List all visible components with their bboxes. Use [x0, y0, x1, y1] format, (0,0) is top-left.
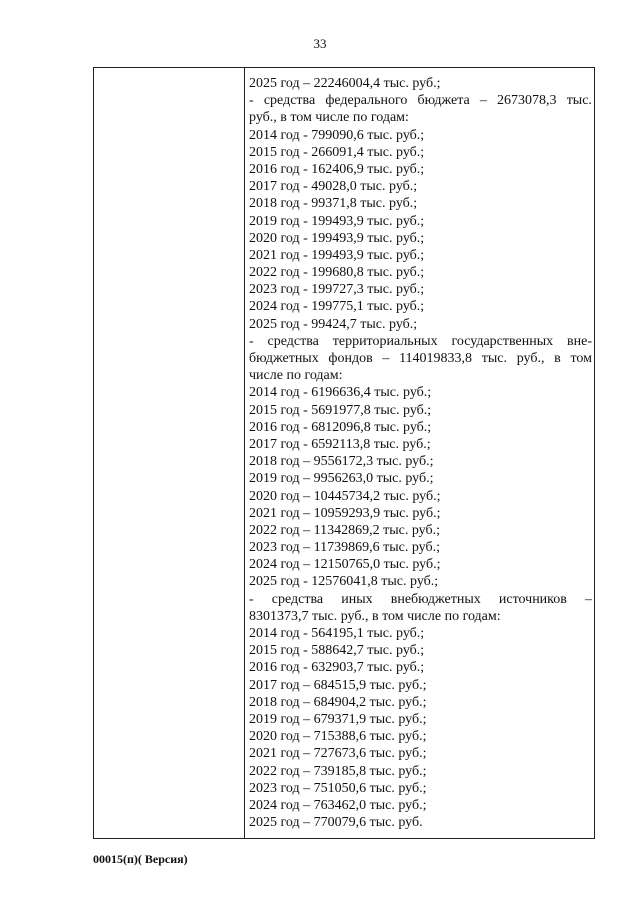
column-divider [244, 68, 245, 838]
word: средства [263, 93, 316, 109]
text-line: 2019 год – 9956263,0 тыс. руб.; [249, 471, 434, 487]
word: внебюджетных [390, 591, 481, 607]
text-line: 2025 год – 770079,6 тыс. руб. [249, 815, 423, 831]
text-line: 2024 год – 12150765,0 тыс. руб.; [249, 557, 441, 573]
word: иных [341, 591, 373, 607]
text-line: 2022 год – 11342869,2 тыс. руб.; [249, 522, 440, 538]
text-line: числе по годам: [249, 368, 343, 384]
word: в [554, 351, 561, 366]
justified-text-line [249, 333, 592, 350]
text-line: 2015 год - 588642,7 тыс. руб.; [249, 643, 425, 659]
text-line: 2020 год - 199493,9 тыс. руб.; [249, 230, 425, 246]
word: 114019833,8 [399, 351, 473, 366]
text-line: 2023 год – 11739869,6 тыс. руб.; [249, 540, 440, 556]
word: том [570, 351, 592, 366]
word: 2673078,3 [497, 93, 557, 109]
word: - [249, 93, 254, 109]
text-line: 2019 год – 679371,9 тыс. руб.; [249, 711, 427, 727]
word: – [585, 591, 592, 607]
word: - [249, 591, 254, 607]
text-line: 2019 год - 199493,9 тыс. руб.; [249, 213, 425, 229]
text-line: 8301373,7 тыс. руб., в том числе по годам: [249, 608, 501, 624]
text-line: 2017 год – 684515,9 тыс. руб.; [249, 677, 427, 693]
word: - [249, 333, 254, 349]
word: вне- [567, 333, 592, 349]
text-line: 2022 год – 739185,8 тыс. руб.; [249, 763, 427, 779]
text-line: 2016 год - 162406,9 тыс. руб.; [249, 161, 425, 177]
text-line: 2016 год - 632903,7 тыс. руб.; [249, 660, 425, 676]
document-footer: 00015(п)( Версия) [93, 852, 188, 866]
text-line: 2023 год - 199727,3 тыс. руб.; [249, 282, 425, 298]
word: фондов [328, 351, 373, 366]
justified-text-line [249, 350, 592, 367]
word: источников [498, 591, 567, 607]
word: федерального [325, 93, 408, 109]
text-line: 2025 год - 12576041,8 тыс. руб.; [249, 574, 439, 590]
text-line: 2014 год - 6196636,4 тыс. руб.; [249, 385, 432, 401]
text-line: 2017 год - 6592113,8 тыс. руб.; [249, 436, 431, 452]
word: тыс. [481, 351, 507, 366]
word: – [382, 351, 390, 366]
text-line: 2020 год – 715388,6 тыс. руб.; [249, 729, 427, 745]
text-line: 2016 год - 6812096,8 тыс. руб.; [249, 419, 432, 435]
text-line: 2018 год – 684904,2 тыс. руб.; [249, 694, 427, 710]
text-line: 2021 год – 727673,6 тыс. руб.; [249, 746, 427, 762]
text-line: 2020 год – 10445734,2 тыс. руб.; [249, 488, 441, 504]
text-line: 2015 год - 266091,4 тыс. руб.; [249, 144, 425, 160]
word: бюджетных [249, 351, 319, 366]
word: руб., [516, 351, 545, 366]
text-line: 2017 год - 49028,0 тыс. руб.; [249, 179, 418, 195]
word: территориальных [332, 333, 438, 349]
text-line: 2024 год – 763462,0 тыс. руб.; [249, 797, 427, 813]
justified-text-line [249, 92, 592, 109]
funding-details-cell [249, 75, 592, 831]
word: – [479, 93, 487, 109]
text-line: 2025 год – 22246004,4 тыс. руб.; [249, 76, 441, 91]
page-number: 33 [313, 36, 327, 51]
text-line: 2023 год – 751050,6 тыс. руб.; [249, 780, 427, 796]
text-line: 2022 год - 199680,8 тыс. руб.; [249, 265, 425, 281]
text-line: 2018 год – 9556172,3 тыс. руб.; [249, 454, 434, 470]
text-line: 2025 год - 99424,7 тыс. руб.; [249, 316, 418, 332]
text-line: 2014 год - 799090,6 тыс. руб.; [249, 127, 425, 143]
text-line: 2024 год - 199775,1 тыс. руб.; [249, 299, 425, 315]
text-line: руб., в том числе по годам: [249, 110, 409, 126]
text-line: 2018 год - 99371,8 тыс. руб.; [249, 196, 418, 212]
word: средства [271, 591, 324, 607]
text-line: 2021 год - 199493,9 тыс. руб.; [249, 247, 425, 263]
text-line: 2014 год - 564195,1 тыс. руб.; [249, 626, 425, 641]
word: бюджета [417, 93, 470, 109]
word: тыс. [566, 93, 592, 109]
text-line: 2021 год – 10959293,9 тыс. руб.; [249, 505, 441, 521]
funding-table [93, 67, 595, 839]
text-line: 2015 год - 5691977,8 тыс. руб.; [249, 402, 432, 418]
word: средства [267, 333, 319, 349]
justified-text-line [249, 591, 592, 608]
word: государственных [451, 333, 554, 349]
